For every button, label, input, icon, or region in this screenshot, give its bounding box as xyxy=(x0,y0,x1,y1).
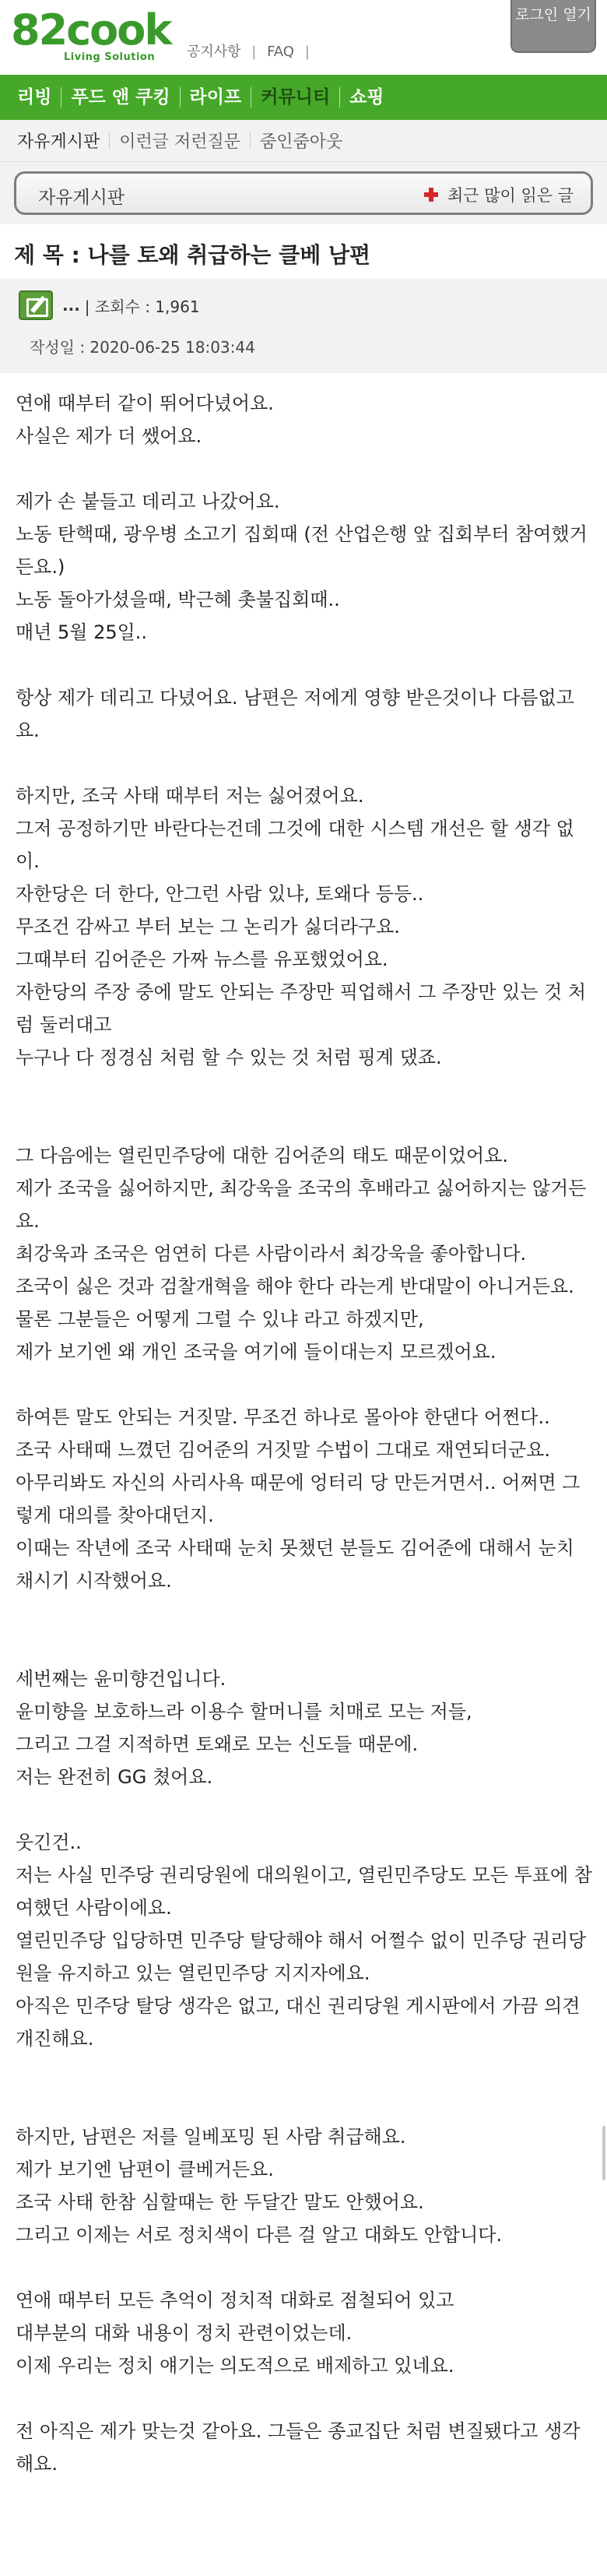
body-paragraph: 아무리봐도 자신의 사리사욕 때문에 엉터리 당 만든거면서.. 어쩌면 그렇게 대의를 찾아대던지. xyxy=(16,1472,581,1526)
logo-mark: 82cook xyxy=(11,5,171,55)
body-paragraph: 자한당은 더 한다, 안그런 사람 있냐, 토왜다 등등.. xyxy=(16,883,424,905)
body-paragraph: 하여튼 말도 안되는 거짓말. 무조건 하나로 몰아야 한댄다 어쩐다.. xyxy=(16,1406,550,1428)
body-paragraph: 그 다음에는 열린민주당에 대한 김어준의 태도 때문이었어요. xyxy=(16,1145,509,1167)
site-logo[interactable] xyxy=(11,5,171,64)
body-blank-line xyxy=(16,2251,593,2284)
body-paragraph: 그저 공정하기만 바란다는건데 그것에 대한 시스템 개선은 할 생각 없이. xyxy=(16,818,574,872)
post-meta xyxy=(0,279,607,373)
popular-posts-link[interactable] xyxy=(424,183,574,206)
body-paragraph: 웃긴건.. xyxy=(16,1832,82,1853)
nav-life[interactable]: 라이프 xyxy=(189,87,242,107)
author-name[interactable]: ... xyxy=(62,296,80,315)
post-body xyxy=(0,373,607,2488)
body-paragraph: 조국 사태때 느꼈던 김어준의 거짓말 수법이 그대로 재연되더군요. xyxy=(16,1439,550,1461)
body-paragraph: 조국이 싫은 것과 검찰개혁을 해야 한다 라는게 반대말이 아니거든요. xyxy=(16,1276,574,1297)
sub-nav xyxy=(0,120,607,162)
post-title: 제 목 : 나를 토왜 취급하는 클베 남편 xyxy=(0,224,607,279)
body-paragraph: 전 아직은 제가 맞는것 같아요. 그들은 종교집단 처럼 변질됐다고 생각해요. xyxy=(16,2420,581,2475)
view-count: | 조회수 : 1,961 xyxy=(84,297,200,316)
body-blank-line xyxy=(16,1793,593,1826)
edit-icon xyxy=(19,290,53,320)
plus-icon xyxy=(424,188,438,202)
post-date: 작성일 : 2020-06-25 18:03:44 xyxy=(30,338,255,357)
notice-link[interactable]: 공지사항 xyxy=(187,44,241,60)
body-paragraph: 조국 사태 한참 심할때는 한 두달간 말도 안했어요. xyxy=(16,2191,424,2213)
top-links xyxy=(187,40,316,61)
body-paragraph: 하지만, 남편은 저를 일베포밍 된 사람 취급해요. xyxy=(16,2126,406,2148)
author-line xyxy=(14,290,593,321)
body-paragraph: 사실은 제가 더 쌨어요. xyxy=(16,425,202,447)
login-toggle-button[interactable]: 로그인 열기 xyxy=(511,0,596,53)
body-paragraph: 대부분의 대화 내용이 정치 관련이었는데. xyxy=(16,2322,353,2344)
body-paragraph: 제가 손 붙들고 데리고 나갔어요. xyxy=(16,491,280,512)
body-paragraph: 노동 탄핵때, 광우병 소고기 집회때 (전 산업은행 앞 집회부터 참여했거든요.) xyxy=(16,523,588,578)
board-bar-wrap xyxy=(0,162,607,224)
nav-food-cooking[interactable]: 푸드 앤 쿠킹 xyxy=(71,87,170,107)
body-blank-line xyxy=(16,1630,593,1663)
body-blank-line xyxy=(16,1597,593,1630)
nav-shopping[interactable]: 쇼핑 xyxy=(349,87,384,107)
body-paragraph: 노동 돌아가셨을때, 박근혜 촛불집회때.. xyxy=(16,589,340,611)
body-blank-line xyxy=(16,747,593,779)
top-link-divider: | xyxy=(304,44,310,60)
body-paragraph: 최강욱과 조국은 엄연히 다른 사람이라서 최강욱을 좋아합니다. xyxy=(16,1243,527,1265)
faq-link[interactable]: FAQ xyxy=(267,44,294,60)
body-blank-line xyxy=(16,649,593,681)
body-paragraph: 윤미향을 보호하느라 이용수 할머니를 치매로 모는 저들, xyxy=(16,1701,472,1723)
body-paragraph: 그때부터 김어준은 가짜 뉴스를 유포했었어요. xyxy=(16,948,388,970)
body-blank-line xyxy=(16,1107,593,1139)
body-blank-line xyxy=(16,2055,593,2088)
nav-living[interactable]: 리빙 xyxy=(17,87,52,107)
body-paragraph: 항상 제가 데리고 다녔어요. 남편은 저에게 영향 받은것이나 다름없고요. xyxy=(16,687,574,741)
body-paragraph: 열린민주당 입당하면 민주당 탈당해야 해서 어쩔수 없이 민주당 권리당원을 유지하고 있는 열린민주당 지지자에요. xyxy=(16,1930,587,1984)
body-paragraph: 저는 완전히 GG 쳤어요. xyxy=(16,1766,213,1788)
nav-community[interactable]: 커뮤니티 xyxy=(261,87,331,107)
body-paragraph: 무조건 감싸고 부터 보는 그 논리가 싫더라구요. xyxy=(16,916,400,938)
board-title-bar xyxy=(14,171,593,215)
body-blank-line xyxy=(16,452,593,485)
body-paragraph: 연애 때부터 모든 추억이 정치적 대화로 점철되어 있고 xyxy=(16,2289,454,2311)
logo-subtext: Living Solution xyxy=(64,51,156,63)
body-paragraph: 이때는 작년에 조국 사태때 눈치 못챘던 분들도 김어준에 대해서 눈치 채시기 시작했어요. xyxy=(16,1537,574,1592)
body-blank-line xyxy=(16,2088,593,2120)
main-nav xyxy=(0,75,607,120)
body-paragraph: 물론 그분들은 어떻게 그럴 수 있냐 라고 하겠지만, xyxy=(16,1308,424,1330)
body-paragraph: 저는 사실 민주당 권리당원에 대의원이고, 열린민주당도 모든 투표에 참여했던 사람이에요. xyxy=(16,1864,592,1919)
body-paragraph: 그리고 이제는 서로 정치색이 다른 걸 알고 대화도 안합니다. xyxy=(16,2224,503,2246)
body-paragraph: 누구나 다 정경심 처럼 할 수 있는 것 처럼 핑계 댔죠. xyxy=(16,1047,442,1068)
site-header xyxy=(0,0,607,75)
body-paragraph: 이제 우리는 정치 얘기는 의도적으로 배제하고 있네요. xyxy=(16,2355,454,2377)
body-paragraph: 제가 조국을 싫어하지만, 최강욱을 조국의 후배라고 싫어하지는 않거든요. xyxy=(16,1177,587,1232)
subnav-zoom-in-out[interactable]: 줌인줌아웃 xyxy=(260,132,343,152)
body-blank-line xyxy=(16,1074,593,1107)
body-paragraph: 하지만, 조국 사태 때부터 저는 싫어졌어요. xyxy=(16,785,364,807)
body-paragraph: 제가 보기엔 남편이 클베거든요. xyxy=(16,2159,274,2180)
board-name[interactable]: 자유게시판 xyxy=(38,188,125,208)
top-link-divider: | xyxy=(251,44,257,60)
body-paragraph: 세번째는 윤미향건입니다. xyxy=(16,1668,226,1690)
subnav-free-board[interactable]: 자유게시판 xyxy=(17,132,100,152)
body-paragraph: 자한당의 주장 중에 말도 안되는 주장만 픽업해서 그 주장만 있는 것 처럼 둘러대고 xyxy=(16,981,587,1036)
subnav-questions[interactable]: 이런글 저런질문 xyxy=(119,132,241,152)
body-paragraph: 제가 보기엔 왜 개인 조국을 여기에 들이대는지 모르겠어요. xyxy=(16,1341,496,1363)
body-blank-line xyxy=(16,2382,593,2415)
body-paragraph: 그리고 그걸 지적하면 토왜로 모는 신도들 때문에. xyxy=(16,1733,419,1755)
body-paragraph: 매년 5월 25일.. xyxy=(16,621,148,643)
body-paragraph: 연애 때부터 같이 뛰어다녔어요. xyxy=(16,392,274,414)
scrollbar-thumb[interactable] xyxy=(602,2126,605,2180)
body-paragraph: 아직은 민주당 탈당 생각은 없고, 대신 권리당원 게시판에서 가끔 의견 개진해요. xyxy=(16,1995,581,2050)
popular-posts-label: 최근 많이 읽은 글 xyxy=(447,186,574,205)
body-blank-line xyxy=(16,1368,593,1401)
